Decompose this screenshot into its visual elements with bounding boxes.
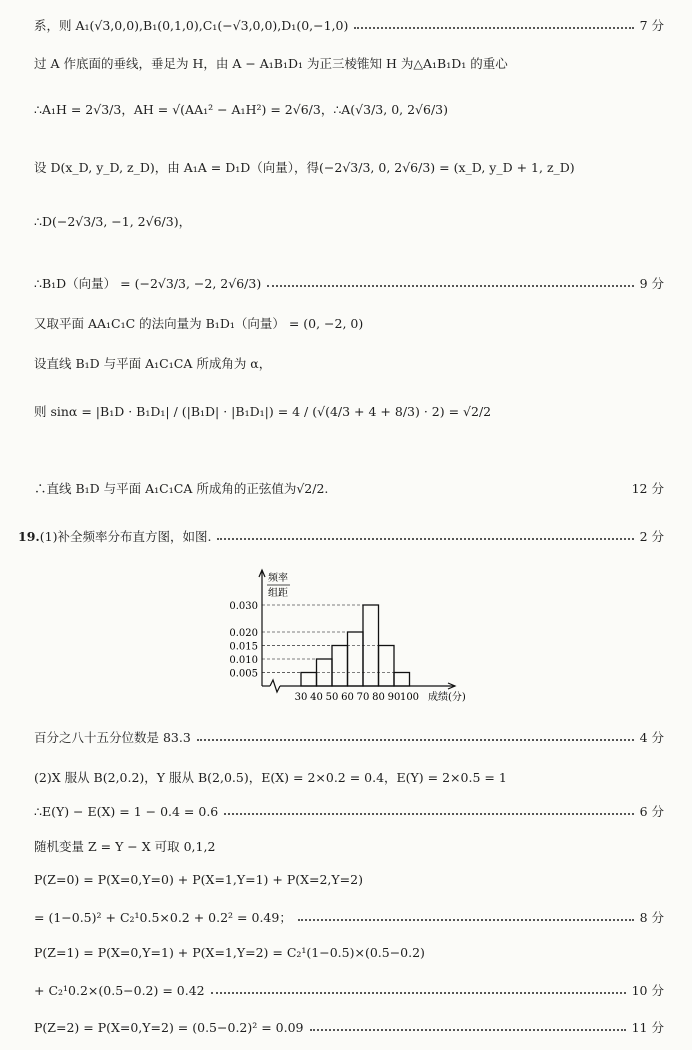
solution-line [34, 354, 664, 372]
solution-line [34, 212, 664, 230]
line-text: 设直线 B₁D 与平面 A₁C₁CA 所成角为 α， [34, 356, 272, 371]
dot-leader [354, 27, 633, 29]
solution-line [34, 908, 664, 926]
question-number: 19. [18, 528, 40, 544]
line-text: = (1−0.5)² + C₂¹0.5×0.2 + 0.2² = 0.49； [34, 910, 292, 925]
histogram-bar [379, 646, 395, 687]
dot-leader [224, 813, 633, 815]
x-tick-label: 30 [294, 692, 308, 703]
score-label: 2 分 [639, 529, 664, 544]
score-label: 9 分 [639, 276, 664, 291]
solution-line [18, 527, 664, 545]
score-label: 7 分 [639, 18, 664, 33]
histogram-bar [301, 673, 317, 687]
line-text: + C₂¹0.2×(0.5−0.2) = 0.42 [34, 982, 205, 998]
solution-line [34, 802, 664, 820]
line-text: P(Z=1) = P(X=0,Y=1) + P(X=1,Y=2) = C₂¹(1−0.5)×(0.5−0.2) [34, 945, 425, 960]
histogram-bar [348, 632, 364, 686]
dot-leader [217, 538, 633, 540]
x-tick-label: 70 [356, 692, 370, 703]
histogram-bar [394, 673, 410, 687]
solution-line [34, 872, 664, 887]
line-text: 系，则 A₁(√3,0,0),B₁(0,1,0),C₁(−√3,0,0),D₁(0,−1,0) [34, 18, 349, 33]
solution-line [34, 314, 664, 332]
line-text: 则 sinα = |B₁D · B₁D₁| / (|B₁D| · |B₁D₁|) = 4 / (√(4/3 + 4 + 8/3) · 2) = √2/2 [34, 404, 492, 419]
solution-line [34, 274, 664, 292]
solution-line [34, 728, 664, 746]
x-tick-label: 60 [341, 692, 354, 703]
line-text: (2)X 服从 B(2,0.2)，Y 服从 B(2,0.5)，E(X) = 2×0.2 = 0.4，E(Y) = 2×0.5 = 1 [34, 770, 507, 785]
y-tick-label: 0.020 [229, 628, 258, 639]
line-text: ∴E(Y) − E(X) = 1 − 0.4 = 0.6 [34, 803, 219, 819]
line-text: P(Z=2) = P(X=0,Y=2) = (0.5−0.2)² = 0.09 [34, 1019, 304, 1035]
solution-line [34, 945, 664, 960]
axis-break [270, 680, 280, 692]
line-text: P(Z=0) = P(X=0,Y=0) + P(X=1,Y=1) + P(X=2,Y=2) [34, 872, 363, 887]
solution-line [34, 16, 664, 34]
dot-leader [197, 739, 634, 741]
solution-line [34, 837, 664, 855]
solution-line [34, 402, 664, 420]
x-tick-label: 50 [325, 692, 339, 703]
solution-line [34, 768, 664, 786]
score-label: 6 分 [639, 804, 664, 819]
x-tick-label: 90 [387, 692, 401, 703]
x-axis-label: 成绩(分) [428, 692, 466, 703]
line-text: ∴B₁D（向量） = (−2√3/3, −2, 2√6/3) [34, 276, 262, 291]
dot-leader [310, 1029, 626, 1031]
y-tick-label: 0.015 [229, 641, 258, 653]
line-text: (1)补全频率分布直方图，如图. [39, 529, 212, 544]
line-text: 随机变量 Z = Y − X 可取 0,1,2 [34, 839, 216, 854]
histogram-bar [332, 646, 348, 687]
frequency-histogram [0, 560, 692, 730]
y-axis-label-top: 频率 [268, 573, 288, 584]
y-tick-label: 0.030 [229, 601, 258, 612]
score-label: 8 分 [639, 910, 664, 925]
line-text: 百分之八十五分位数是 83.3 [34, 730, 191, 745]
dot-leader [298, 919, 634, 921]
solution-line [34, 981, 664, 999]
y-tick-label: 0.010 [229, 655, 258, 666]
score-label: 11 分 [631, 1020, 664, 1035]
line-text: ∴D(−2√3/3, −1, 2√6/3)， [34, 214, 192, 229]
solution-line [34, 54, 664, 72]
dot-leader [267, 285, 633, 287]
line-text: ∴直线 B₁D 与平面 A₁C₁CA 所成角的正弦值为√2/2. [34, 481, 329, 496]
dot-leader [211, 992, 626, 994]
solution-line [34, 158, 664, 176]
histogram-figure [0, 560, 692, 730]
line-text: ∴A₁H = 2√3/3，AH = √(AA₁² − A₁H²) = 2√6/3，∴A(√3/3, 0, 2√6/3) [34, 102, 449, 117]
y-axis-label-bottom: 组距 [268, 588, 288, 599]
line-text: 又取平面 AA₁C₁C 的法向量为 B₁D₁（向量） = (0, −2, 0) [34, 316, 364, 331]
y-tick-label: 0.005 [229, 668, 258, 680]
score-label: 4 分 [639, 730, 664, 745]
x-tick-label: 80 [372, 692, 385, 703]
x-tick-label: 100 [399, 692, 420, 703]
line-text: 过 A 作底面的垂线，垂足为 H，由 A − A₁B₁D₁ 为正三棱锥知 H 为△A₁B₁D₁ 的重心 [34, 56, 508, 71]
solution-line [34, 479, 664, 497]
score-label: 12 分 [631, 481, 664, 496]
histogram-bar [363, 605, 379, 686]
x-tick-label: 40 [310, 692, 323, 703]
score-label: 10 分 [631, 983, 664, 998]
solution-line [34, 100, 664, 118]
solution-line [34, 1018, 664, 1036]
line-text: 设 D(x_D, y_D, z_D)，由 A₁A = D₁D（向量），得(−2√3/3, 0, 2√6/3) = (x_D, y_D + 1, z_D) [34, 160, 575, 175]
